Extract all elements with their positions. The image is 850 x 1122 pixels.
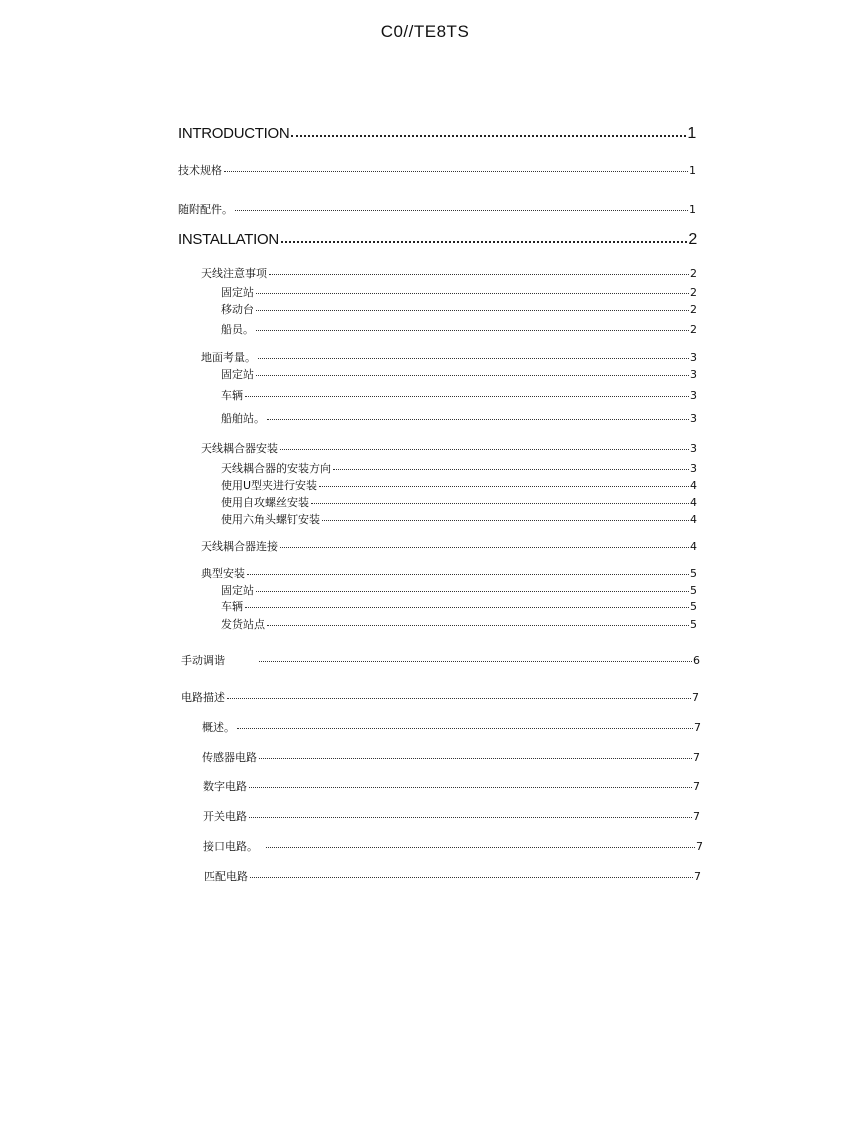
toc-entry-label: 车辆 [221,600,243,613]
toc-entry-label: 手动调谐 [181,654,225,667]
dot-leader [311,503,689,504]
toc-entry-label: 电路描述 [181,691,225,704]
dot-leader [258,358,689,359]
toc-entry-manual-tuning[interactable] [181,655,700,666]
toc-entry-page: 2 [690,267,697,280]
toc-entry-hex-bolt-mounting[interactable] [221,514,697,525]
dot-leader [227,698,691,699]
toc-entry-matching-circuit[interactable] [204,871,701,882]
toc-entry-page: 5 [690,567,697,580]
toc-entry-page: 5 [690,618,697,631]
dot-leader [235,210,688,211]
toc-entry-page: 3 [690,462,697,475]
toc-entry-page: 2 [690,303,697,316]
toc-entry-label: 天线耦合器安装 [201,442,278,455]
dot-leader [224,171,688,172]
toc-entry-label: 车辆 [221,389,243,402]
toc-entry-page: 3 [690,351,697,364]
toc-entry-vehicle[interactable] [221,601,697,612]
toc-entry-coupler-orientation[interactable] [221,463,697,474]
toc-entry-shipping-site[interactable] [221,619,697,630]
toc-entry-label: INSTALLATION [178,231,279,248]
toc-entry-page: 4 [690,496,697,509]
toc-entry-label: 匹配电路 [204,870,248,883]
toc-entry-label: 地面考量。 [201,351,256,364]
toc-entry-label: 发货站点 [221,618,265,631]
dot-leader [256,591,689,592]
toc-entry-digital-circuit[interactable] [203,781,700,792]
dot-leader [322,520,689,521]
dot-leader [267,419,689,420]
dot-leader [280,449,689,450]
toc-entry-antenna-considerations[interactable] [201,268,697,279]
dot-leader [245,396,689,397]
dot-leader [267,625,689,626]
toc-entry-page: 3 [690,412,697,425]
toc-entry-label: 固定站 [221,368,254,381]
toc-entry-label: 开关电路 [203,810,247,823]
toc-entry-switch-circuit[interactable] [203,811,700,822]
dot-leader [259,758,692,759]
toc-entry-label: 船员。 [221,323,254,336]
toc-entry-label: 船舶站。 [221,412,265,425]
toc-entry-u-clamp-mounting[interactable] [221,480,697,491]
toc-entry-page: 1 [689,164,696,177]
dot-leader [256,293,689,294]
toc-entry-specifications[interactable] [178,165,696,176]
toc-entry-page: 3 [690,368,697,381]
toc-entry-label: 数字电路 [203,780,247,793]
toc-entry-ship-station[interactable] [221,413,697,424]
toc-entry-label: 接口电路。 [203,840,258,853]
toc-entry-page: 7 [694,870,701,883]
toc-entry-page: 2 [690,286,697,299]
toc-entry-page: 7 [693,810,700,823]
toc-entry-mobile-station[interactable] [221,304,697,315]
toc-entry-coupler-installation[interactable] [201,443,697,454]
dot-leader [245,607,689,608]
dot-leader [247,574,689,575]
toc-entry-label: INTRODUCTION [178,125,290,142]
dot-leader [266,847,695,848]
toc-entry-label: 天线耦合器的安装方向 [221,462,331,475]
toc-entry-label: 概述。 [202,721,235,734]
toc-entry-label: 使用六角头螺钉安装 [221,513,320,526]
dot-leader [280,547,689,548]
toc-entry-fixed-station[interactable] [221,585,697,596]
toc-entry-page: 7 [692,691,699,704]
toc-entry-page: 2 [688,231,697,248]
toc-entry-introduction[interactable] [178,126,696,142]
toc-entry-label: 固定站 [221,584,254,597]
toc-entry-fixed-station[interactable] [221,369,697,380]
toc-entry-page: 6 [693,654,700,667]
toc-entry-label: 传感器电路 [202,751,257,764]
toc-entry-page: 1 [687,125,696,142]
toc-entry-coupler-connection[interactable] [201,541,697,552]
dot-leader [269,274,689,275]
toc-entry-label: 典型安装 [201,567,245,580]
toc-entry-sensor-circuit[interactable] [202,752,700,763]
toc-entry-label: 技术规格 [178,164,222,177]
toc-entry-page: 7 [693,751,700,764]
toc-entry-label: 移动台 [221,303,254,316]
toc-entry-page: 3 [690,389,697,402]
toc-entry-typical-installation[interactable] [201,568,697,579]
document-header-code: C0//TE8TS [380,22,470,41]
toc-entry-page: 7 [693,780,700,793]
toc-entry-page: 4 [690,479,697,492]
toc-entry-fixed-station[interactable] [221,287,697,298]
toc-entry-page: 4 [690,513,697,526]
toc-entry-interface-circuit[interactable] [203,841,703,852]
toc-entry-label: 固定站 [221,286,254,299]
dot-leader [256,330,689,331]
dot-leader [249,817,692,818]
toc-entry-page: 5 [690,584,697,597]
toc-entry-page: 1 [689,203,696,216]
dot-leader [333,469,689,470]
toc-entry-vehicle[interactable] [221,390,697,401]
toc-entry-page: 4 [690,540,697,553]
toc-entry-circuit-description[interactable] [181,692,699,703]
toc-entry-self-tapping-screw-mounting[interactable] [221,497,697,508]
toc-entry-page: 7 [694,721,701,734]
toc-entry-overview[interactable] [202,722,701,733]
toc-entry-label: 天线耦合器连接 [201,540,278,553]
dot-leader [281,241,688,243]
toc-entry-page: 3 [690,442,697,455]
toc-entry-ground-considerations[interactable] [201,352,697,363]
dot-leader [259,661,692,662]
dot-leader [237,728,693,729]
toc-entry-installation[interactable] [178,232,697,248]
toc-entry-page: 2 [690,323,697,336]
toc-entry-page: 7 [696,840,703,853]
toc-entry-label: 天线注意事项 [201,267,267,280]
dot-leader [250,877,693,878]
toc-entry-crew[interactable] [221,324,697,335]
dot-leader [291,135,686,137]
toc-entry-label: 随附配件。 [178,203,233,216]
dot-leader [249,787,692,788]
dot-leader [319,486,689,487]
dot-leader [256,375,689,376]
toc-entry-label: 使用U型夹进行安装 [221,479,318,492]
toc-entry-page: 5 [690,600,697,613]
dot-leader [256,310,689,311]
toc-entry-accessories[interactable] [178,204,696,215]
toc-entry-label: 使用自攻螺丝安装 [221,496,309,509]
